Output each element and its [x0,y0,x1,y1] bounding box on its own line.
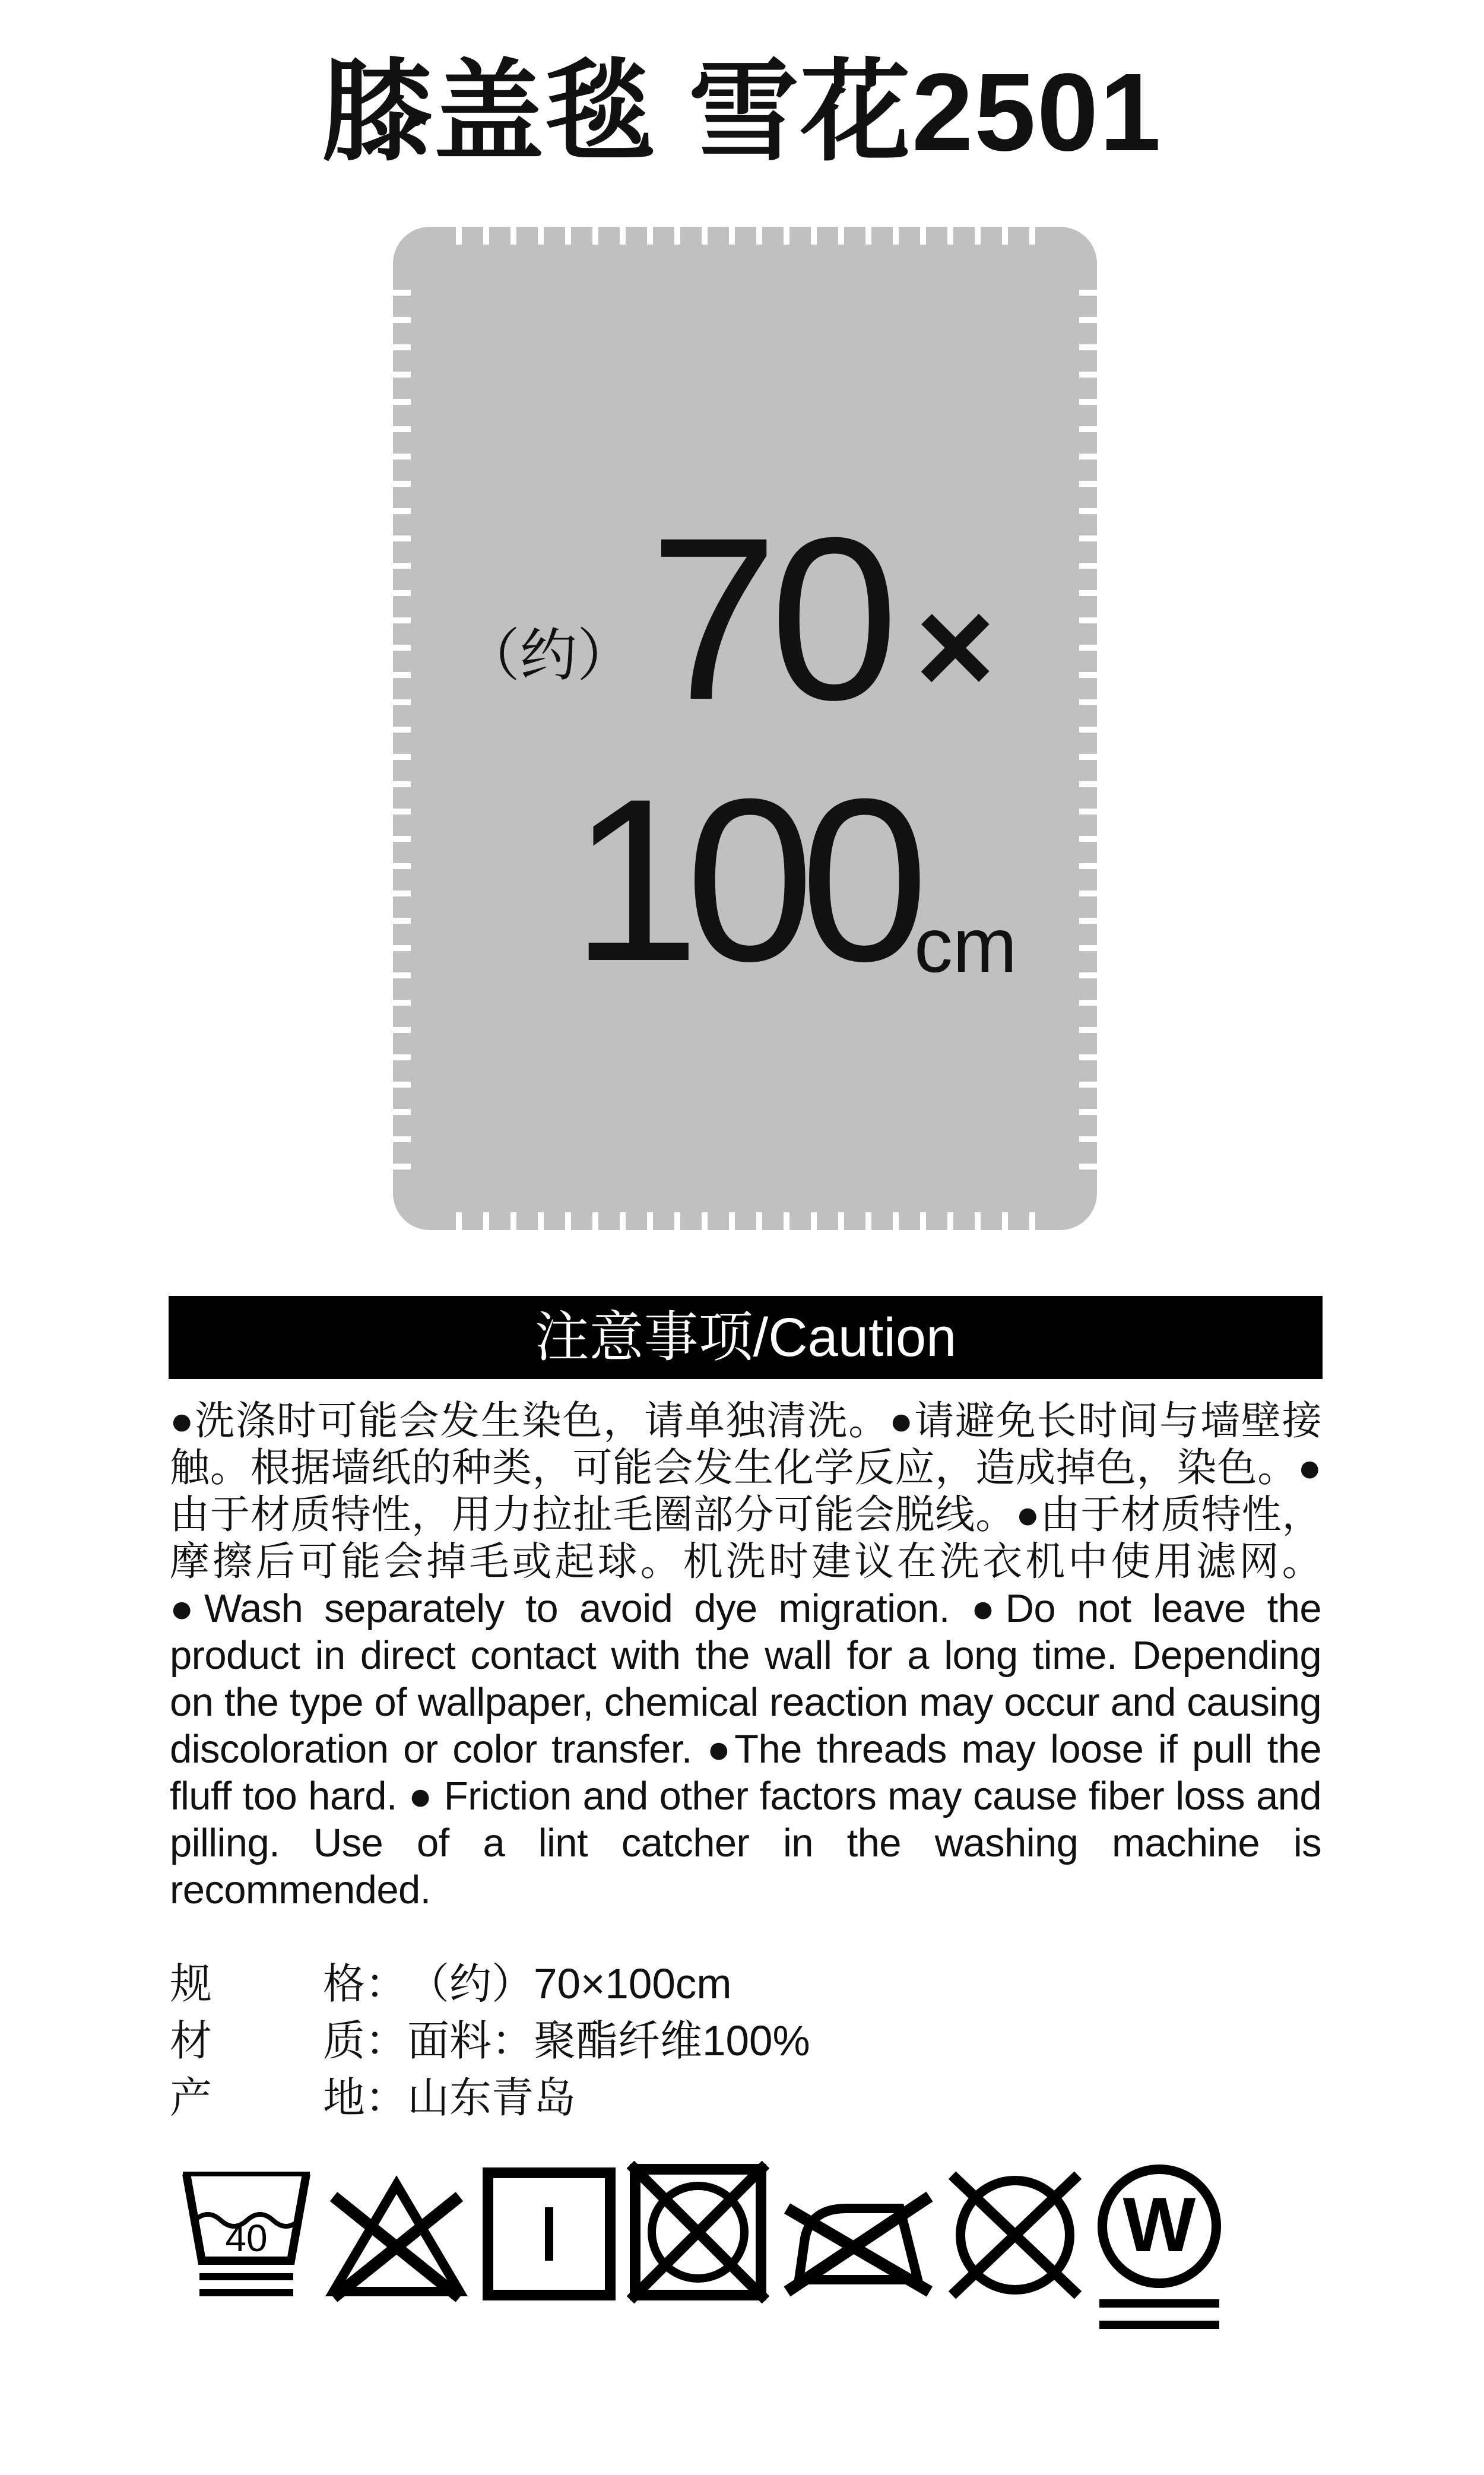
spec-key: 质： [322,2018,407,2065]
spec-row-size [170,1956,810,2013]
hang-dry-icon [482,2167,616,2301]
do-not-bleach-icon [325,2173,468,2309]
spec-row-material [170,2013,810,2070]
do-not-tumble-dry-icon [627,2161,769,2303]
spec-value: （约）70×100cm [407,1961,732,2008]
spec-key: 产 [170,2075,213,2122]
blanket-fringe-left [393,268,411,1189]
blanket-fringe-right [1079,268,1097,1189]
spec-value: 面料：聚酯纤维100% [407,2018,810,2065]
blanket-fringe-bottom [435,1212,1055,1230]
spec-key: 规 [170,1961,213,2008]
do-not-iron-icon [781,2173,936,2303]
wet-clean-icon [1091,2161,1228,2351]
spec-value: 山东青岛 [407,2075,576,2122]
approx-label: （约） [463,624,634,687]
wash-temp-label: 40 [225,2217,268,2259]
product-title: 膝盖毯 雪花2501 [322,51,1162,174]
wash-40-icon [178,2161,315,2297]
blanket-fringe-top [435,227,1055,245]
height-value: 100 [571,750,915,1009]
blanket-size-graphic [393,227,1097,1230]
caution-heading: 注意事项/Caution [169,1296,1323,1379]
width-value: 70 [649,489,890,748]
unit-label: cm [914,902,1017,988]
spec-list [170,1956,810,2127]
spec-key: 地： [322,2075,407,2122]
spec-row-origin [170,2070,810,2127]
caution-text: ●洗涤时可能会发生染色，请单独清洗。●请避免长时间与墙壁接触。根据墙纸的种类，可能会发生化学反应，造成掉色，染色。●由于材质特性，用力拉扯毛圈部分可能会脱线。●由于材质特性，摩擦后可能会掉毛或起球。机洗时建议在洗衣机中使用滤网。●Wash separately to avoid dye migration. ●Do not leave the product in direct contact with the wall for a long time. Depending on the type of wallpaper, chemical reaction may occur and causing discoloration or color transfer. ●The threads may loose if pull the fluff too hard. ● Friction and other factors may cause fiber loss and pilling. Use of a lint catcher in the washing machine is recommended. [170,1399,1321,1912]
wet-clean-letter: W [1122,2181,1196,2268]
times-sign: × [915,570,995,722]
spec-key: 格： [322,1961,407,2008]
spec-key: 材 [170,2018,213,2065]
do-not-dryclean-icon [944,2167,1086,2303]
